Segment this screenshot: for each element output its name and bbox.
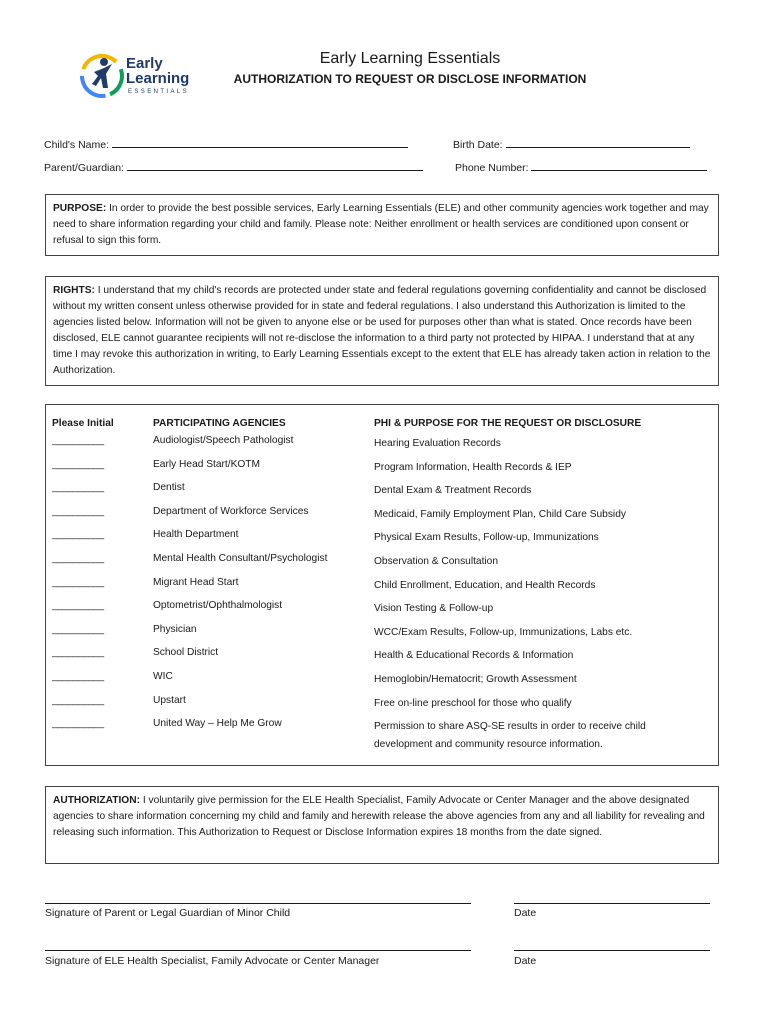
purpose-cell: Permission to share ASQ-SE results in order to receive child development and community resource information. xyxy=(374,721,646,751)
purpose-cell: Dental Exam & Treatment Records xyxy=(374,485,532,497)
purpose-cell: Vision Testing & Follow-up xyxy=(374,603,494,615)
child-name-label: Child's Name: xyxy=(44,139,110,151)
page-subtitle: AUTHORIZATION TO REQUEST OR DISCLOSE INFORMATION xyxy=(233,72,587,86)
purpose-cell: Program Information, Health Records & IEP xyxy=(374,461,572,473)
initial-blank[interactable]: __________ xyxy=(52,670,104,682)
logo-line1: Early xyxy=(126,55,163,72)
initial-cell[interactable] xyxy=(52,718,153,754)
child-name-field[interactable] xyxy=(44,136,408,151)
agency-cell: United Way – Help Me Grow xyxy=(153,718,282,730)
agency-cell: Physician xyxy=(153,623,197,635)
initial-cell[interactable] xyxy=(52,695,153,719)
table-row xyxy=(52,600,712,624)
table-row xyxy=(52,647,712,671)
phone-field[interactable] xyxy=(455,159,707,174)
initial-cell[interactable] xyxy=(52,577,153,601)
initial-cell[interactable] xyxy=(52,671,153,695)
agency-cell: Health Department xyxy=(153,529,239,541)
initial-blank[interactable]: __________ xyxy=(52,435,104,446)
initial-cell[interactable] xyxy=(52,506,153,530)
child-name-line[interactable] xyxy=(112,136,408,148)
purpose-cell: Child Enrollment, Education, and Health Records xyxy=(374,579,596,591)
purpose-cell: Hemoglobin/Hematocrit; Growth Assessment xyxy=(374,673,577,685)
purpose-label: PURPOSE: xyxy=(53,203,107,214)
initial-blank[interactable]: __________ xyxy=(52,718,104,730)
purpose-box xyxy=(45,194,719,256)
agency-cell: Department of Workforce Services xyxy=(153,505,309,517)
birth-date-field[interactable] xyxy=(453,136,690,151)
initial-blank[interactable]: __________ xyxy=(52,482,104,494)
birth-date-line[interactable] xyxy=(506,136,690,148)
initial-blank[interactable]: __________ xyxy=(52,623,104,635)
initial-blank[interactable]: __________ xyxy=(52,505,104,517)
initial-cell[interactable] xyxy=(52,482,153,506)
authorization-box xyxy=(45,786,719,864)
rights-label: RIGHTS: xyxy=(53,285,95,296)
purpose-cell: WCC/Exam Results, Follow-up, Immunizations, Labs etc. xyxy=(374,626,633,638)
initial-cell[interactable] xyxy=(52,529,153,553)
table-header-row xyxy=(52,411,712,435)
agency-cell: Audiologist/Speech Pathologist xyxy=(153,435,294,446)
initial-blank[interactable]: __________ xyxy=(52,529,104,541)
parent-line[interactable] xyxy=(127,159,423,171)
agency-cell: Early Head Start/KOTM xyxy=(153,458,260,470)
table-row xyxy=(52,624,712,648)
rights-box xyxy=(45,276,719,386)
agency-cell: Dentist xyxy=(153,482,185,494)
initial-cell[interactable] xyxy=(52,647,153,671)
agency-cell: WIC xyxy=(153,670,173,682)
purpose-cell: Health & Educational Records & Information xyxy=(374,650,574,662)
table-row xyxy=(52,577,712,601)
logo-line2: Learning xyxy=(126,70,190,87)
table-row xyxy=(52,459,712,483)
purpose-cell: Free on-line preschool for those who qualify xyxy=(374,697,572,709)
staff-date-line[interactable] xyxy=(514,950,710,951)
table-row xyxy=(52,529,712,553)
parent-signature-label: Signature of Parent or Legal Guardian of Minor Child xyxy=(45,907,291,919)
agency-cell: Optometrist/Ophthalmologist xyxy=(153,600,283,612)
authorization-text: I voluntarily give permission for the ELE Health Specialist, Family Advocate or Center Manager and the above designated agencies to share information concerning my child and family and herewith release the above agencies from any and all liability for revealing and releasing such information. This Authorization to Request or Disclose Information expires 18 months from the date signed. xyxy=(53,795,705,838)
agencies-table-box xyxy=(45,404,719,766)
rights-text: I understand that my child's records are protected under state and federal regulations governing confidentiality and cannot be disclosed without my written consent unless otherwise provided for in state and federal regulations. I also understand this Authorization is limited to the agencies listed below. Information will not be given to anyone else or be used for purposes other than what is stated. Once records have been disclosed, ELE cannot guarantee recipients will not re-disclose the information to a third party not protected by HIPAA. I understand that at any time I may revoke this authorization in writing, to Early Learning Essentials except to the extent that ELE has already taken action in relation to the Authorization. xyxy=(53,285,711,376)
agency-cell: Upstart xyxy=(153,694,186,706)
header-purpose: PHI & PURPOSE FOR THE REQUEST OR DISCLOSURE xyxy=(374,417,642,429)
initial-cell[interactable] xyxy=(52,435,153,459)
birth-date-label: Birth Date: xyxy=(453,139,503,151)
staff-signature-label: Signature of ELE Health Specialist, Family Advocate or Center Manager xyxy=(45,955,380,967)
phone-label: Phone Number: xyxy=(455,162,529,174)
initial-blank[interactable]: __________ xyxy=(52,458,104,470)
authorization-label: AUTHORIZATION: xyxy=(53,795,140,806)
purpose-cell: Observation & Consultation xyxy=(374,555,499,567)
initial-blank[interactable]: __________ xyxy=(52,600,104,612)
page-title: Early Learning Essentials xyxy=(319,50,501,67)
parent-date-label: Date xyxy=(514,907,537,919)
agency-cell: Migrant Head Start xyxy=(153,576,239,588)
purpose-cell: Hearing Evaluation Records xyxy=(374,438,501,449)
table-row xyxy=(52,671,712,695)
initial-blank[interactable]: __________ xyxy=(52,694,104,706)
header-initial: Please Initial xyxy=(52,417,114,429)
header-agencies: PARTICIPATING AGENCIES xyxy=(153,417,286,429)
purpose-cell: Physical Exam Results, Follow-up, Immunizations xyxy=(374,532,599,544)
logo-subtext: ESSENTIALS xyxy=(128,89,190,95)
initial-blank[interactable]: __________ xyxy=(52,552,104,564)
parent-field[interactable] xyxy=(44,159,423,174)
table-row xyxy=(52,482,712,506)
purpose-cell: Medicaid, Family Employment Plan, Child Care Subsidy xyxy=(374,508,626,520)
table-row xyxy=(52,718,712,754)
phone-line[interactable] xyxy=(531,159,707,171)
table-row xyxy=(52,435,712,459)
initial-cell[interactable] xyxy=(52,553,153,577)
agencies-table xyxy=(52,411,712,754)
parent-date-line[interactable] xyxy=(514,903,710,904)
initial-cell[interactable] xyxy=(52,459,153,483)
agency-cell: School District xyxy=(153,647,219,659)
table-row xyxy=(52,553,712,577)
initial-cell[interactable] xyxy=(52,624,153,648)
table-row xyxy=(52,695,712,719)
table-row xyxy=(52,506,712,530)
staff-date-label: Date xyxy=(514,955,537,967)
initial-blank[interactable]: __________ xyxy=(52,647,104,659)
initial-cell[interactable] xyxy=(52,600,153,624)
parent-label: Parent/Guardian: xyxy=(44,162,124,174)
agency-cell: Mental Health Consultant/Psychologist xyxy=(153,552,328,564)
purpose-text: In order to provide the best possible services, Early Learning Essentials (ELE) and other community agencies work together and may need to share information regarding your child and family. Please note: Neither enrollment or health services are conditioned upon consent or refusal to sign this form. xyxy=(53,203,709,246)
staff-signature-line[interactable] xyxy=(45,950,471,951)
parent-signature-line[interactable] xyxy=(45,903,471,904)
initial-blank[interactable]: __________ xyxy=(52,576,104,588)
